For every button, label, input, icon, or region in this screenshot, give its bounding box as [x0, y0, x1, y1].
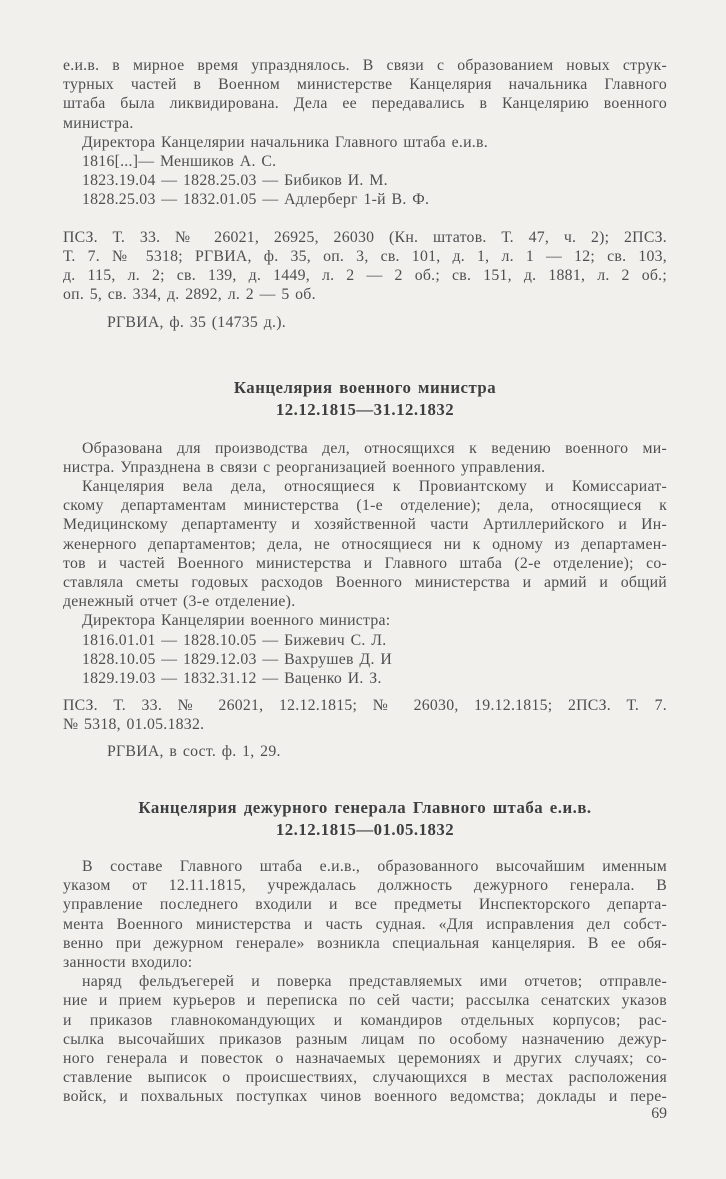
page-number: 69 [651, 1105, 667, 1122]
text-line: Т. 7. № 5318; РГВИА, ф. 35, оп. 3, св. 101, д. 1, л. 1 — 12; св. 103, [63, 247, 667, 265]
text-line: д. 115, л. 2; св. 139, д. 1449, л. 2 — 2 об.; св. 151, д. 1881, л. 2 об.; [63, 267, 667, 285]
sources-reference-paragraph [63, 696, 667, 734]
continuation-paragraph [63, 56, 667, 133]
text-line: РГВИА, ф. 35 (14735 д.). [107, 314, 286, 332]
text-line: е.и.в. в мирное время упразднялось. В связи с образованием новых струк- [63, 57, 667, 74]
text-line: войск, и похвальных поступках чинов военного ведомства; доклады и пере- [63, 1088, 667, 1106]
text-line: № 5318, 01.05.1832. [63, 716, 205, 734]
section-heading-war-minister-chancellery [63, 377, 667, 421]
text-line: Медицинскому департаменту и хозяйственной части Артиллерийского и Ин- [63, 516, 667, 534]
text-line: мента Военного министерства и часть судная. «Для исправления дел собст- [63, 915, 667, 933]
text-line: нистра. Упразднена в связи с реорганизацией военного управления. [63, 458, 546, 476]
text-line: министра. [63, 114, 134, 132]
section-heading-duty-general-chancellery [63, 797, 667, 841]
archive-fond-reference [63, 313, 667, 332]
body-paragraph [63, 972, 667, 1106]
text-line: занности входило: [63, 953, 193, 971]
body-paragraph [63, 439, 667, 477]
section-title: Канцелярия военного министра [233, 377, 497, 397]
text-line: ставляла сметы годовых расходов Военного министерства и армий и общий [63, 574, 667, 592]
directors-list-chief-of-staff-chancellery [63, 133, 667, 210]
text-line: Директора Канцелярии начальника Главного штаба е.и.в. [82, 133, 488, 151]
page-content [63, 56, 667, 1107]
text-line: указом от 12.11.1815, учреждалась должность дежурного генерала. В [63, 877, 667, 895]
text-line: 1828.25.03 — 1832.01.05 — Адлерберг 1-й В. Ф. [82, 191, 430, 209]
directors-list-war-minister-chancellery [63, 611, 667, 688]
section-date-range: 12.12.1815—31.12.1832 [275, 399, 455, 419]
text-line: скому департаментам министерства (1-е отделение); дела, относящиеся к [63, 497, 667, 515]
text-line: ного генерала и повесток о назначаемых церемониях и других случаях; со- [63, 1049, 667, 1067]
sources-reference-paragraph [63, 228, 667, 305]
body-paragraph [63, 857, 667, 972]
text-line: ПСЗ. Т. 33. № 26021, 26925, 26030 (Кн. штатов. Т. 47, ч. 2); 2ПСЗ. [63, 228, 667, 246]
section-date-range: 12.12.1815—01.05.1832 [275, 819, 455, 839]
text-line: ние и прием курьеров и переписка по сей части; рассылка сенатских указов [63, 992, 667, 1010]
text-line: ставление выписок о происшествиях, случающихся в местах расположения [63, 1069, 667, 1087]
text-line: В составе Главного штаба е.и.в., образованного высочайшим именным [82, 857, 667, 875]
text-line: 1816.01.01 — 1828.10.05 — Бижевич С. Л. [82, 631, 387, 649]
text-line: Директора Канцелярии военного министра: [82, 612, 391, 630]
body-paragraph [63, 477, 667, 611]
text-line: женерного департаментов; дела, не относящиеся ни к одному из департамен- [63, 535, 667, 553]
text-line: Канцелярия вела дела, относящиеся к Провиантскому и Комиссариат- [82, 478, 667, 496]
text-line: и приказов главнокомандующих и командиров отдельных корпусов; рас- [63, 1011, 667, 1029]
text-line: управление последнего входили и все предметы Инспекторского департа- [63, 896, 667, 914]
text-line: 1829.19.03 — 1832.31.12 — Ваценко И. З. [82, 670, 382, 688]
text-line: штаба была ликвидирована. Дела ее передавались в Канцелярию военного [63, 95, 667, 113]
text-line: 1828.10.05 — 1829.12.03 — Вахрушев Д. И [82, 650, 393, 668]
text-line: ПСЗ. Т. 33. № 26021, 12.12.1815; № 26030, 19.12.1815; 2ПСЗ. Т. 7. [63, 697, 667, 715]
text-line: денежный отчет (3-е отделение). [63, 593, 296, 611]
archive-fond-reference [63, 742, 667, 761]
text-line: 1816[...]— Меншиков А. С. [82, 153, 277, 171]
section-title: Канцелярия дежурного генерала Главного штаба е.и.в. [138, 797, 592, 817]
text-line: турных частей в Военном министерстве Канцелярия начальника Главного [63, 76, 667, 94]
text-line: тов и частей Военного министерства и Главного штаба (2-е отделение); со- [63, 554, 667, 572]
text-line: сылка высочайших приказов разным лицам по особому назначению дежур- [63, 1030, 667, 1048]
text-line: Образована для производства дел, относящихся к ведению военного ми- [82, 439, 667, 457]
text-line: наряд фельдъегерей и поверка представляемых ими отчетов; отправле- [82, 973, 667, 991]
text-line: венно при дежурном генерале» возникла специальная канцелярия. В ее обя- [63, 934, 667, 952]
text-line: РГВИА, в сост. ф. 1, 29. [107, 742, 281, 760]
text-line: оп. 5, св. 334, д. 2892, л. 2 — 5 об. [63, 286, 316, 304]
text-line: 1823.19.04 — 1828.25.03 — Бибиков И. М. [82, 172, 388, 190]
